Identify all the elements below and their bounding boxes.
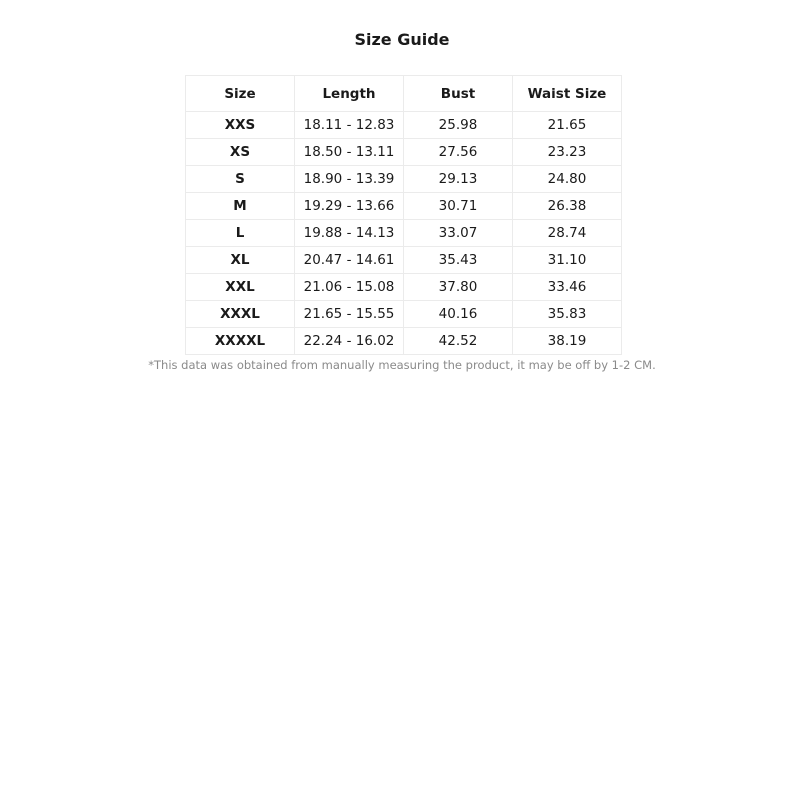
length-cell: 22.24 - 16.02 xyxy=(295,328,404,355)
length-cell: 18.50 - 13.11 xyxy=(295,139,404,166)
table-row xyxy=(186,274,622,301)
column-header-bust: Bust xyxy=(404,76,513,112)
size-cell: XS xyxy=(186,139,295,166)
size-cell: XXXL xyxy=(186,301,295,328)
size-cell: S xyxy=(186,166,295,193)
bust-cell: 33.07 xyxy=(404,220,513,247)
size-cell: XXS xyxy=(186,112,295,139)
column-header-waist-size: Waist Size xyxy=(513,76,622,112)
bust-cell: 37.80 xyxy=(404,274,513,301)
waist-cell: 35.83 xyxy=(513,301,622,328)
table-row xyxy=(186,112,622,139)
length-cell: 21.65 - 15.55 xyxy=(295,301,404,328)
table-row xyxy=(186,139,622,166)
length-cell: 21.06 - 15.08 xyxy=(295,274,404,301)
table-row xyxy=(186,328,622,355)
bust-cell: 35.43 xyxy=(404,247,513,274)
length-cell: 18.90 - 13.39 xyxy=(295,166,404,193)
table-row xyxy=(186,193,622,220)
table-row xyxy=(186,247,622,274)
waist-cell: 26.38 xyxy=(513,193,622,220)
size-cell: L xyxy=(186,220,295,247)
size-guide-table xyxy=(185,75,622,355)
size-cell: M xyxy=(186,193,295,220)
waist-cell: 38.19 xyxy=(513,328,622,355)
waist-cell: 31.10 xyxy=(513,247,622,274)
waist-cell: 28.74 xyxy=(513,220,622,247)
size-cell: XXXXL xyxy=(186,328,295,355)
column-header-size: Size xyxy=(186,76,295,112)
table-row xyxy=(186,220,622,247)
measurement-disclaimer: *This data was obtained from manually measuring the product, it may be off by 1-2 CM. xyxy=(148,358,656,372)
page-title: Size Guide xyxy=(354,30,450,49)
table-row xyxy=(186,301,622,328)
bust-cell: 30.71 xyxy=(404,193,513,220)
table-row xyxy=(186,166,622,193)
length-cell: 19.29 - 13.66 xyxy=(295,193,404,220)
waist-cell: 23.23 xyxy=(513,139,622,166)
length-cell: 18.11 - 12.83 xyxy=(295,112,404,139)
bust-cell: 25.98 xyxy=(404,112,513,139)
waist-cell: 24.80 xyxy=(513,166,622,193)
table-header-row xyxy=(186,76,622,112)
bust-cell: 27.56 xyxy=(404,139,513,166)
length-cell: 19.88 - 14.13 xyxy=(295,220,404,247)
size-cell: XXL xyxy=(186,274,295,301)
length-cell: 20.47 - 14.61 xyxy=(295,247,404,274)
bust-cell: 42.52 xyxy=(404,328,513,355)
waist-cell: 33.46 xyxy=(513,274,622,301)
bust-cell: 40.16 xyxy=(404,301,513,328)
bust-cell: 29.13 xyxy=(404,166,513,193)
waist-cell: 21.65 xyxy=(513,112,622,139)
size-cell: XL xyxy=(186,247,295,274)
column-header-length: Length xyxy=(295,76,404,112)
